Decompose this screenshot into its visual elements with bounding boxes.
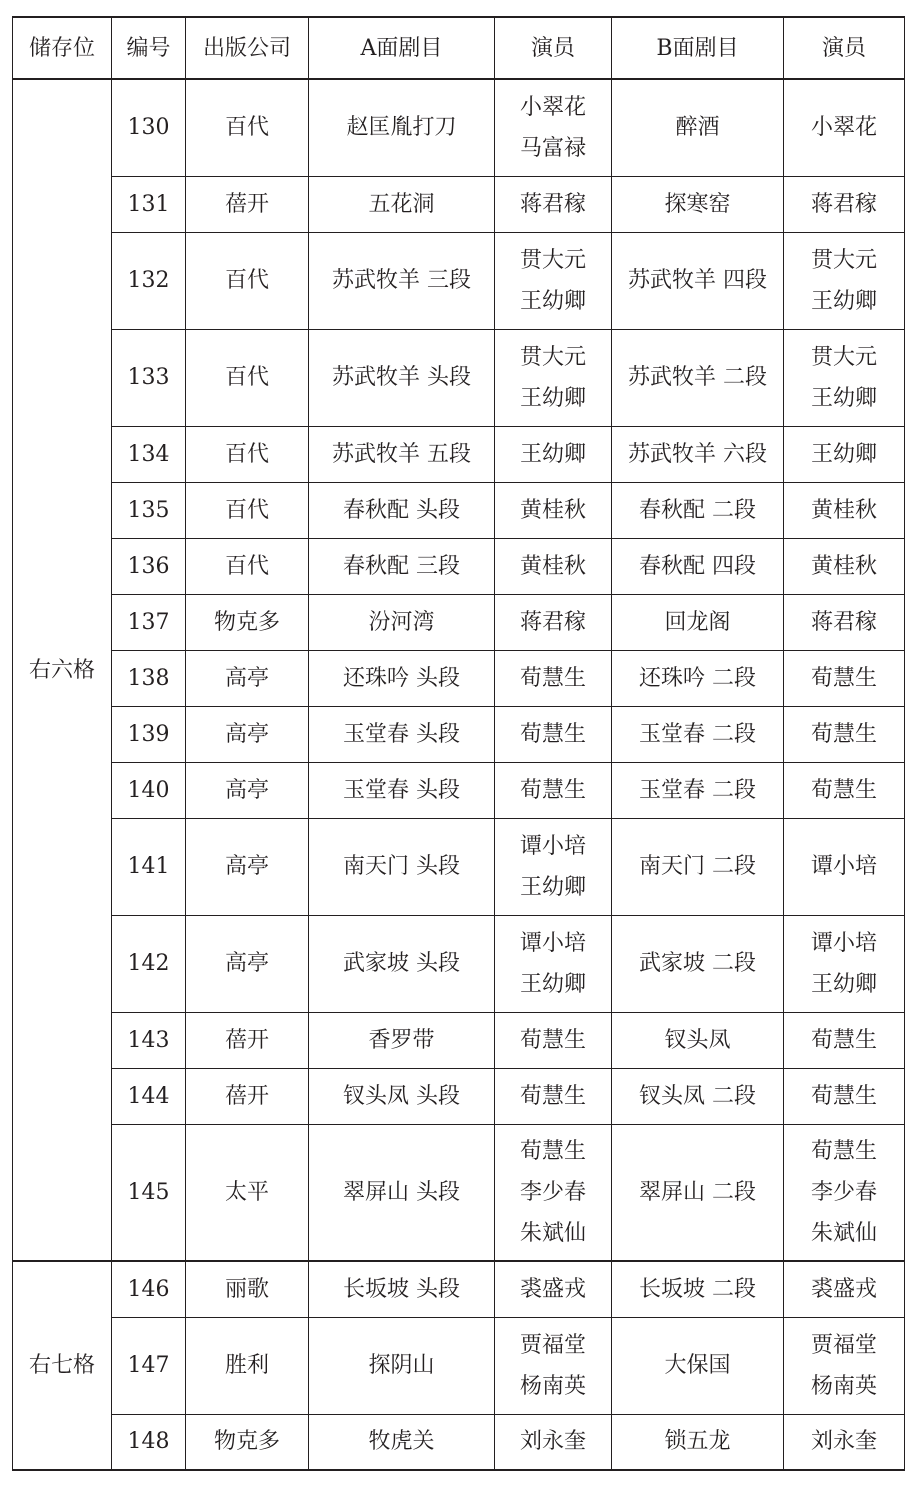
publisher-cell-text: 高亭 bbox=[224, 665, 269, 691]
header-storage-location: 储存位 bbox=[13, 17, 112, 79]
table-row bbox=[13, 915, 905, 1012]
side-b-actors-cell bbox=[784, 762, 905, 818]
side-b-title-cell-text: 钗头凤 bbox=[664, 1027, 731, 1053]
publisher-cell bbox=[186, 329, 309, 426]
publisher-cell bbox=[186, 915, 309, 1012]
side-b-title-cell bbox=[612, 1124, 784, 1261]
publisher-cell bbox=[186, 1012, 309, 1068]
side-b-title-cell bbox=[612, 762, 784, 818]
record-number-cell bbox=[112, 329, 186, 426]
side-a-title-cell bbox=[309, 329, 495, 426]
table-row bbox=[13, 1012, 905, 1068]
side-a-actors-cell-text: 刘永奎 bbox=[519, 1429, 586, 1455]
publisher-cell bbox=[186, 706, 309, 762]
publisher-cell-text: 高亭 bbox=[224, 854, 269, 879]
side-a-title-cell-text: 苏武牧羊 三段 bbox=[332, 268, 471, 293]
side-a-actors-cell bbox=[495, 79, 612, 176]
side-b-actors-cell-text: 谭小培 王幼卿 bbox=[810, 930, 877, 997]
side-b-actors-cell bbox=[784, 915, 905, 1012]
side-b-actors-cell bbox=[784, 79, 905, 176]
publisher-cell bbox=[186, 232, 309, 329]
side-a-actors-cell bbox=[495, 1124, 612, 1261]
side-a-title-cell bbox=[309, 426, 495, 482]
header-side-a-title: A面剧目 bbox=[309, 17, 495, 79]
side-a-title-cell bbox=[309, 706, 495, 762]
side-b-actors-cell-text: 贯大元 王幼卿 bbox=[810, 344, 877, 411]
record-number-cell-text: 144 bbox=[127, 1083, 170, 1109]
side-a-actors-cell-text: 贯大元 王幼卿 bbox=[519, 344, 586, 411]
side-a-title-cell-text: 钗头凤 头段 bbox=[343, 1083, 460, 1109]
side-b-title-cell bbox=[612, 706, 784, 762]
publisher-cell bbox=[186, 538, 309, 594]
table-row bbox=[13, 706, 905, 762]
side-b-actors-cell-text: 荀慧生 bbox=[810, 721, 877, 747]
publisher-cell-text: 丽歌 bbox=[224, 1276, 269, 1302]
publisher-cell-text: 百代 bbox=[224, 115, 269, 141]
record-catalog-table bbox=[12, 16, 905, 1471]
publisher-cell-text: 百代 bbox=[224, 441, 269, 467]
record-number-cell bbox=[112, 650, 186, 706]
side-b-actors-cell bbox=[784, 1414, 905, 1470]
side-a-actors-cell-text: 荀慧生 bbox=[519, 721, 586, 747]
side-b-title-cell-text: 大保国 bbox=[664, 1353, 731, 1378]
publisher-cell bbox=[186, 176, 309, 232]
header-side-a-actors: 演员 bbox=[495, 17, 612, 79]
side-a-title-cell bbox=[309, 482, 495, 538]
side-b-actors-cell-text: 王幼卿 bbox=[810, 441, 877, 467]
record-number-cell bbox=[112, 538, 186, 594]
side-b-title-cell-text: 还珠吟 二段 bbox=[639, 665, 756, 691]
side-b-title-cell-text: 翠屏山 二段 bbox=[639, 1179, 756, 1205]
side-b-actors-cell-text: 贯大元 王幼卿 bbox=[810, 247, 877, 314]
table-row bbox=[13, 232, 905, 329]
side-b-title-cell bbox=[612, 650, 784, 706]
side-a-actors-cell-text: 蒋君稼 bbox=[519, 191, 586, 217]
side-a-actors-cell-text: 黄桂秋 bbox=[519, 553, 586, 579]
side-b-actors-cell bbox=[784, 426, 905, 482]
record-number-cell bbox=[112, 482, 186, 538]
side-a-title-cell-text: 春秋配 三段 bbox=[343, 553, 460, 579]
side-a-title-cell-text: 汾河湾 bbox=[368, 609, 435, 635]
side-b-actors-cell-text: 刘永奎 bbox=[810, 1429, 877, 1455]
side-b-title-cell-text: 春秋配 四段 bbox=[639, 553, 756, 579]
side-a-title-cell-text: 苏武牧羊 头段 bbox=[332, 365, 471, 390]
side-b-actors-cell-text: 贾福堂 杨南英 bbox=[810, 1332, 877, 1399]
record-number-cell-text: 139 bbox=[127, 721, 170, 747]
publisher-cell-text: 蓓开 bbox=[224, 1027, 269, 1053]
side-a-actors-cell bbox=[495, 538, 612, 594]
record-number-cell bbox=[112, 1414, 186, 1470]
record-number-cell-text: 132 bbox=[127, 268, 170, 293]
side-a-actors-cell bbox=[495, 1414, 612, 1470]
side-a-title-cell bbox=[309, 79, 495, 176]
side-b-actors-cell bbox=[784, 594, 905, 650]
publisher-cell bbox=[186, 79, 309, 176]
side-b-actors-cell bbox=[784, 1317, 905, 1414]
side-a-actors-cell bbox=[495, 1261, 612, 1317]
table-row bbox=[13, 594, 905, 650]
publisher-cell bbox=[186, 762, 309, 818]
side-a-actors-cell bbox=[495, 232, 612, 329]
side-b-title-cell-text: 玉堂春 二段 bbox=[639, 721, 756, 747]
record-number-cell bbox=[112, 232, 186, 329]
record-number-cell bbox=[112, 426, 186, 482]
side-b-actors-cell-text: 荀慧生 bbox=[810, 1083, 877, 1109]
side-a-actors-cell-text: 荀慧生 bbox=[519, 777, 586, 803]
side-a-actors-cell bbox=[495, 482, 612, 538]
record-number-cell bbox=[112, 1012, 186, 1068]
side-a-actors-cell-text: 贾福堂 杨南英 bbox=[519, 1332, 586, 1399]
side-b-actors-cell bbox=[784, 650, 905, 706]
side-a-actors-cell bbox=[495, 1012, 612, 1068]
record-number-cell bbox=[112, 1261, 186, 1317]
side-a-title-cell-text: 赵匡胤打刀 bbox=[346, 115, 457, 141]
side-b-actors-cell bbox=[784, 1261, 905, 1317]
side-a-actors-cell-text: 小翠花 马富禄 bbox=[519, 94, 586, 161]
publisher-cell bbox=[186, 594, 309, 650]
table-row bbox=[13, 1124, 905, 1261]
side-a-actors-cell-text: 贯大元 王幼卿 bbox=[519, 247, 586, 314]
record-number-cell-text: 147 bbox=[127, 1353, 170, 1378]
record-number-cell-text: 143 bbox=[127, 1027, 170, 1053]
side-a-actors-cell bbox=[495, 426, 612, 482]
side-b-actors-cell bbox=[784, 176, 905, 232]
publisher-cell-text: 胜利 bbox=[224, 1353, 269, 1378]
table-row bbox=[13, 538, 905, 594]
side-a-title-cell bbox=[309, 762, 495, 818]
side-a-actors-cell-text: 谭小培 王幼卿 bbox=[519, 833, 586, 900]
side-a-title-cell bbox=[309, 594, 495, 650]
publisher-cell bbox=[186, 1124, 309, 1261]
side-b-actors-cell bbox=[784, 1124, 905, 1261]
side-a-title-cell-text: 还珠吟 头段 bbox=[343, 665, 460, 691]
record-number-cell bbox=[112, 594, 186, 650]
side-b-actors-cell-text: 蒋君稼 bbox=[810, 609, 877, 635]
side-a-title-cell-text: 五花洞 bbox=[368, 191, 435, 217]
table-row bbox=[13, 1414, 905, 1470]
table-row bbox=[13, 176, 905, 232]
side-b-title-cell bbox=[612, 426, 784, 482]
side-b-actors-cell bbox=[784, 1012, 905, 1068]
record-number-cell-text: 138 bbox=[127, 665, 170, 691]
side-a-actors-cell bbox=[495, 650, 612, 706]
publisher-cell-text: 百代 bbox=[224, 497, 269, 523]
side-b-title-cell bbox=[612, 915, 784, 1012]
publisher-cell bbox=[186, 818, 309, 915]
publisher-cell bbox=[186, 426, 309, 482]
record-number-cell-text: 131 bbox=[127, 191, 170, 217]
record-number-cell bbox=[112, 706, 186, 762]
record-number-cell bbox=[112, 1124, 186, 1261]
side-a-actors-cell bbox=[495, 818, 612, 915]
side-a-title-cell bbox=[309, 1317, 495, 1414]
side-b-title-cell-text: 锁五龙 bbox=[664, 1429, 731, 1455]
record-number-cell bbox=[112, 176, 186, 232]
publisher-cell bbox=[186, 650, 309, 706]
side-b-actors-cell bbox=[784, 1068, 905, 1124]
side-a-title-cell bbox=[309, 650, 495, 706]
side-b-title-cell bbox=[612, 594, 784, 650]
side-b-title-cell bbox=[612, 482, 784, 538]
table-row bbox=[13, 79, 905, 176]
publisher-cell bbox=[186, 1317, 309, 1414]
record-number-cell-text: 134 bbox=[127, 441, 170, 467]
side-b-actors-cell-text: 裘盛戎 bbox=[810, 1276, 877, 1302]
side-b-actors-cell bbox=[784, 329, 905, 426]
storage-location-cell: 右六格 bbox=[13, 79, 112, 1261]
side-a-actors-cell-text: 黄桂秋 bbox=[519, 497, 586, 523]
side-a-title-cell-text: 玉堂春 头段 bbox=[343, 777, 460, 803]
side-b-title-cell bbox=[612, 818, 784, 915]
side-a-actors-cell-text: 蒋君稼 bbox=[519, 609, 586, 635]
side-a-actors-cell bbox=[495, 762, 612, 818]
side-a-actors-cell bbox=[495, 915, 612, 1012]
publisher-cell-text: 蓓开 bbox=[224, 1083, 269, 1109]
publisher-cell-text: 蓓开 bbox=[224, 191, 269, 217]
side-b-title-cell-text: 苏武牧羊 四段 bbox=[628, 268, 767, 293]
side-a-title-cell bbox=[309, 232, 495, 329]
record-number-cell-text: 136 bbox=[127, 553, 170, 579]
side-b-title-cell-text: 苏武牧羊 二段 bbox=[628, 365, 767, 390]
side-b-title-cell-text: 苏武牧羊 六段 bbox=[628, 441, 767, 467]
side-b-title-cell bbox=[612, 329, 784, 426]
side-b-actors-cell-text: 蒋君稼 bbox=[810, 191, 877, 217]
side-b-actors-cell bbox=[784, 706, 905, 762]
table-row bbox=[13, 426, 905, 482]
record-number-cell-text: 142 bbox=[127, 951, 170, 976]
side-a-title-cell bbox=[309, 1414, 495, 1470]
table-body bbox=[13, 79, 905, 1470]
side-b-actors-cell bbox=[784, 538, 905, 594]
side-b-title-cell bbox=[612, 1317, 784, 1414]
record-number-cell bbox=[112, 1068, 186, 1124]
side-b-actors-cell-text: 荀慧生 bbox=[810, 777, 877, 803]
publisher-cell-text: 百代 bbox=[224, 365, 269, 390]
side-b-title-cell bbox=[612, 1012, 784, 1068]
table-row bbox=[13, 818, 905, 915]
record-number-cell-text: 137 bbox=[127, 609, 170, 635]
side-b-actors-cell bbox=[784, 482, 905, 538]
side-a-title-cell-text: 南天门 头段 bbox=[343, 854, 460, 879]
side-a-title-cell-text: 玉堂春 头段 bbox=[343, 721, 460, 747]
side-b-title-cell-text: 玉堂春 二段 bbox=[639, 777, 756, 803]
table-row bbox=[13, 762, 905, 818]
record-number-cell bbox=[112, 818, 186, 915]
side-a-actors-cell-text: 荀慧生 bbox=[519, 1027, 586, 1053]
side-a-title-cell bbox=[309, 1012, 495, 1068]
side-b-actors-cell-text: 荀慧生 bbox=[810, 665, 877, 691]
publisher-cell-text: 百代 bbox=[224, 268, 269, 293]
publisher-cell-text: 太平 bbox=[224, 1179, 269, 1205]
side-a-actors-cell bbox=[495, 329, 612, 426]
side-b-title-cell bbox=[612, 79, 784, 176]
table-row bbox=[13, 1068, 905, 1124]
publisher-cell-text: 物克多 bbox=[213, 609, 280, 635]
side-b-actors-cell-text: 谭小培 bbox=[810, 854, 877, 879]
record-number-cell-text: 133 bbox=[127, 365, 170, 390]
publisher-cell-text: 物克多 bbox=[213, 1429, 280, 1455]
side-a-title-cell-text: 香罗带 bbox=[368, 1027, 435, 1053]
side-a-actors-cell-text: 荀慧生 李少春 朱斌仙 bbox=[519, 1138, 586, 1246]
publisher-cell bbox=[186, 482, 309, 538]
publisher-cell-text: 百代 bbox=[224, 553, 269, 579]
side-a-actors-cell-text: 王幼卿 bbox=[519, 441, 586, 467]
side-a-actors-cell bbox=[495, 176, 612, 232]
record-number-cell-text: 130 bbox=[127, 115, 170, 141]
table-row bbox=[13, 1261, 905, 1317]
side-a-actors-cell-text: 荀慧生 bbox=[519, 665, 586, 691]
side-a-title-cell bbox=[309, 1068, 495, 1124]
record-number-cell bbox=[112, 762, 186, 818]
header-row bbox=[13, 17, 905, 79]
record-number-cell-text: 141 bbox=[127, 854, 170, 879]
side-b-title-cell-text: 长坂坡 二段 bbox=[639, 1276, 756, 1302]
side-b-title-cell bbox=[612, 232, 784, 329]
side-b-title-cell-text: 钗头凤 二段 bbox=[639, 1083, 756, 1109]
side-a-title-cell-text: 翠屏山 头段 bbox=[343, 1179, 460, 1205]
record-number-cell-text: 148 bbox=[127, 1429, 170, 1455]
side-a-actors-cell-text: 荀慧生 bbox=[519, 1083, 586, 1109]
side-a-actors-cell bbox=[495, 594, 612, 650]
record-number-cell-text: 145 bbox=[127, 1179, 170, 1205]
side-b-actors-cell-text: 黄桂秋 bbox=[810, 497, 877, 523]
side-a-title-cell bbox=[309, 818, 495, 915]
record-number-cell bbox=[112, 915, 186, 1012]
side-a-title-cell bbox=[309, 915, 495, 1012]
publisher-cell-text: 高亭 bbox=[224, 777, 269, 803]
publisher-cell-text: 高亭 bbox=[224, 951, 269, 976]
side-b-title-cell-text: 回龙阁 bbox=[664, 609, 731, 635]
record-number-cell-text: 146 bbox=[127, 1276, 170, 1302]
record-number-cell-text: 135 bbox=[127, 497, 170, 523]
side-a-actors-cell bbox=[495, 706, 612, 762]
table-row bbox=[13, 650, 905, 706]
side-b-actors-cell bbox=[784, 818, 905, 915]
side-b-title-cell-text: 春秋配 二段 bbox=[639, 497, 756, 523]
side-a-title-cell bbox=[309, 1261, 495, 1317]
publisher-cell bbox=[186, 1261, 309, 1317]
header-side-b-actors: 演员 bbox=[784, 17, 905, 79]
publisher-cell bbox=[186, 1414, 309, 1470]
side-a-actors-cell bbox=[495, 1317, 612, 1414]
side-b-title-cell-text: 南天门 二段 bbox=[639, 854, 756, 879]
storage-location-cell: 右七格 bbox=[13, 1261, 112, 1470]
record-number-cell bbox=[112, 1317, 186, 1414]
side-a-actors-cell-text: 裘盛戎 bbox=[519, 1276, 586, 1302]
side-b-actors-cell-text: 小翠花 bbox=[810, 115, 877, 141]
side-b-title-cell-text: 探寒窑 bbox=[664, 191, 731, 217]
side-a-title-cell bbox=[309, 176, 495, 232]
table-header bbox=[13, 17, 905, 79]
side-a-title-cell-text: 长坂坡 头段 bbox=[343, 1276, 460, 1302]
table-row bbox=[13, 329, 905, 426]
side-a-title-cell-text: 苏武牧羊 五段 bbox=[332, 441, 471, 467]
side-b-title-cell-text: 武家坡 二段 bbox=[639, 951, 756, 976]
side-b-title-cell bbox=[612, 176, 784, 232]
side-a-actors-cell-text: 谭小培 王幼卿 bbox=[519, 930, 586, 997]
record-number-cell-text: 140 bbox=[127, 777, 170, 803]
header-publisher: 出版公司 bbox=[186, 17, 309, 79]
side-a-title-cell-text: 春秋配 头段 bbox=[343, 497, 460, 523]
publisher-cell-text: 高亭 bbox=[224, 721, 269, 747]
header-number: 编号 bbox=[112, 17, 186, 79]
side-b-actors-cell-text: 黄桂秋 bbox=[810, 553, 877, 579]
side-a-title-cell-text: 牧虎关 bbox=[368, 1429, 435, 1455]
side-a-title-cell bbox=[309, 1124, 495, 1261]
record-number-cell bbox=[112, 79, 186, 176]
side-a-title-cell-text: 探阴山 bbox=[368, 1353, 435, 1378]
table-row bbox=[13, 482, 905, 538]
side-b-actors-cell bbox=[784, 232, 905, 329]
side-b-title-cell bbox=[612, 1068, 784, 1124]
side-b-actors-cell-text: 荀慧生 李少春 朱斌仙 bbox=[810, 1138, 877, 1246]
side-a-title-cell bbox=[309, 538, 495, 594]
side-a-actors-cell bbox=[495, 1068, 612, 1124]
side-b-title-cell-text: 醉酒 bbox=[675, 115, 720, 141]
side-b-title-cell bbox=[612, 1414, 784, 1470]
publisher-cell bbox=[186, 1068, 309, 1124]
side-b-actors-cell-text: 荀慧生 bbox=[810, 1027, 877, 1053]
side-b-title-cell bbox=[612, 538, 784, 594]
header-side-b-title: B面剧目 bbox=[612, 17, 784, 79]
side-a-title-cell-text: 武家坡 头段 bbox=[343, 951, 460, 976]
table-row bbox=[13, 1317, 905, 1414]
side-b-title-cell bbox=[612, 1261, 784, 1317]
